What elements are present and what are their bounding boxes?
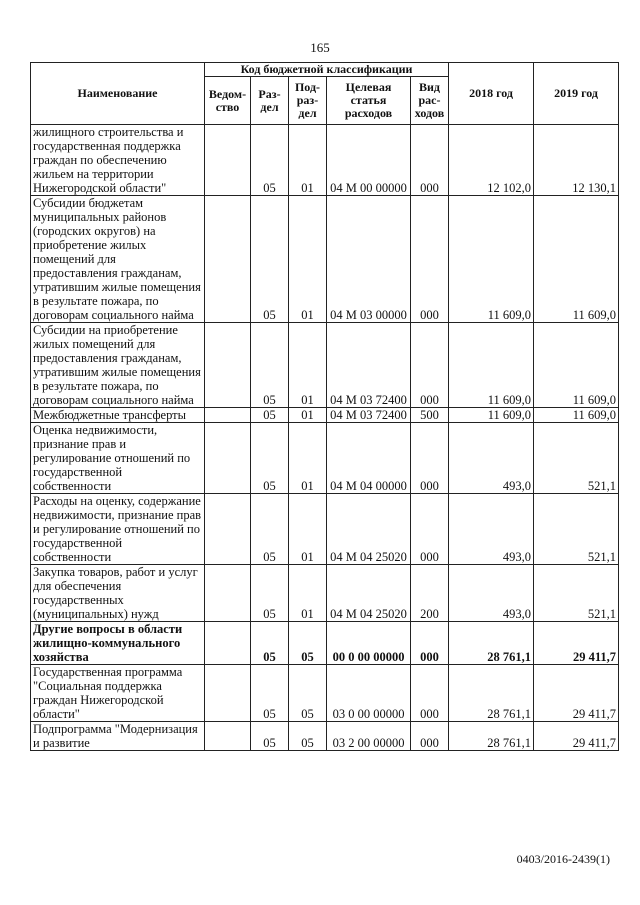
row-section: 05: [251, 125, 289, 196]
row-expense-type: 000: [411, 622, 449, 665]
row-subsection: 05: [289, 665, 327, 722]
row-subsection: 05: [289, 622, 327, 665]
document-code: 0403/2016-2439(1): [516, 852, 610, 866]
row-dept: [205, 423, 251, 494]
row-subsection: 01: [289, 196, 327, 323]
row-amount-2019: 29 411,7: [534, 722, 619, 751]
row-amount-2019: 521,1: [534, 565, 619, 622]
header-target-article: Целевая статья расходов: [327, 77, 411, 125]
row-expense-type: 200: [411, 565, 449, 622]
row-target-article: 04 М 00 00000: [327, 125, 411, 196]
header-expense-type: Вид рас- ходов: [411, 77, 449, 125]
header-dept: Ведом- ство: [205, 77, 251, 125]
table-row: [31, 423, 619, 494]
row-section: 05: [251, 423, 289, 494]
row-dept: [205, 622, 251, 665]
table-row: [31, 196, 619, 323]
row-target-article: 04 М 03 00000: [327, 196, 411, 323]
row-subsection: 01: [289, 423, 327, 494]
row-target-article: 04 М 03 72400: [327, 323, 411, 408]
row-amount-2018: 28 761,1: [449, 665, 534, 722]
row-amount-2019: 11 609,0: [534, 408, 619, 423]
row-amount-2018: 12 102,0: [449, 125, 534, 196]
row-dept: [205, 494, 251, 565]
row-expense-type: 000: [411, 196, 449, 323]
row-name: Субсидии бюджетам муниципальных районов (городских округов) на приобретение жилых помещений для предоставления гражданам, утратившим жилые помещения в результате пожара, по договорам социального найма: [31, 196, 205, 323]
row-section: 05: [251, 722, 289, 751]
row-subsection: 05: [289, 722, 327, 751]
table-row: [31, 494, 619, 565]
row-subsection: 01: [289, 323, 327, 408]
row-expense-type: 000: [411, 423, 449, 494]
row-amount-2019: 29 411,7: [534, 665, 619, 722]
row-name: жилищного строительства и государственная поддержка граждан по обеспечению жильем на территории Нижегородской области": [31, 125, 205, 196]
header-subsection: Под- раз- дел: [289, 77, 327, 125]
row-section: 05: [251, 494, 289, 565]
row-amount-2018: 11 609,0: [449, 408, 534, 423]
row-name: Межбюджетные трансферты: [31, 408, 205, 423]
row-expense-type: 000: [411, 665, 449, 722]
row-name: Закупка товаров, работ и услуг для обеспечения государственных (муниципальных) нужд: [31, 565, 205, 622]
table-row: [31, 323, 619, 408]
row-dept: [205, 722, 251, 751]
header-2019: 2019 год: [534, 63, 619, 125]
row-amount-2018: 493,0: [449, 494, 534, 565]
row-subsection: 01: [289, 494, 327, 565]
row-section: 05: [251, 323, 289, 408]
row-name: Расходы на оценку, содержание недвижимости, признание прав и регулирование отношений по государственной собственности: [31, 494, 205, 565]
row-expense-type: 500: [411, 408, 449, 423]
row-dept: [205, 408, 251, 423]
header-classification-code: Код бюджетной классификации: [205, 63, 449, 77]
page-number: 165: [310, 40, 330, 55]
row-subsection: 01: [289, 408, 327, 423]
table-row: [31, 565, 619, 622]
row-target-article: 04 М 04 25020: [327, 494, 411, 565]
row-expense-type: 000: [411, 494, 449, 565]
row-amount-2018: 28 761,1: [449, 622, 534, 665]
row-dept: [205, 565, 251, 622]
table-row: [31, 722, 619, 751]
row-name: Субсидии на приобретение жилых помещений для предоставления гражданам, утратившим жилые помещения в результате пожара, по договорам социального найма: [31, 323, 205, 408]
row-dept: [205, 323, 251, 408]
row-target-article: 04 М 04 00000: [327, 423, 411, 494]
row-amount-2019: 521,1: [534, 423, 619, 494]
table-row: [31, 408, 619, 423]
row-subsection: 01: [289, 125, 327, 196]
row-dept: [205, 125, 251, 196]
row-amount-2018: 11 609,0: [449, 323, 534, 408]
row-name: Оценка недвижимости, признание прав и регулирование отношений по государственной собственности: [31, 423, 205, 494]
header-2018: 2018 год: [449, 63, 534, 125]
row-name: Другие вопросы в области жилищно-коммунального хозяйства: [31, 622, 205, 665]
row-amount-2019: 29 411,7: [534, 622, 619, 665]
row-section: 05: [251, 665, 289, 722]
row-section: 05: [251, 565, 289, 622]
row-expense-type: 000: [411, 323, 449, 408]
row-target-article: 04 М 04 25020: [327, 565, 411, 622]
row-target-article: 03 0 00 00000: [327, 665, 411, 722]
header-name: Наименование: [31, 63, 205, 125]
row-amount-2018: 493,0: [449, 565, 534, 622]
row-target-article: 04 М 03 72400: [327, 408, 411, 423]
table-row: [31, 622, 619, 665]
row-amount-2019: 11 609,0: [534, 323, 619, 408]
row-amount-2018: 493,0: [449, 423, 534, 494]
row-dept: [205, 665, 251, 722]
row-target-article: 03 2 00 00000: [327, 722, 411, 751]
table-row: [31, 125, 619, 196]
row-section: 05: [251, 196, 289, 323]
row-amount-2019: 11 609,0: [534, 196, 619, 323]
row-section: 05: [251, 408, 289, 423]
row-amount-2019: 521,1: [534, 494, 619, 565]
row-name: Государственная программа "Социальная поддержка граждан Нижегородской области": [31, 665, 205, 722]
row-amount-2018: 11 609,0: [449, 196, 534, 323]
row-amount-2019: 12 130,1: [534, 125, 619, 196]
row-expense-type: 000: [411, 722, 449, 751]
table-row: [31, 665, 619, 722]
row-section: 05: [251, 622, 289, 665]
header-section: Раз- дел: [251, 77, 289, 125]
row-target-article: 00 0 00 00000: [327, 622, 411, 665]
row-expense-type: 000: [411, 125, 449, 196]
row-name: Подпрограмма "Модернизация и развитие: [31, 722, 205, 751]
row-dept: [205, 196, 251, 323]
row-amount-2018: 28 761,1: [449, 722, 534, 751]
row-subsection: 01: [289, 565, 327, 622]
budget-table: [30, 62, 619, 751]
